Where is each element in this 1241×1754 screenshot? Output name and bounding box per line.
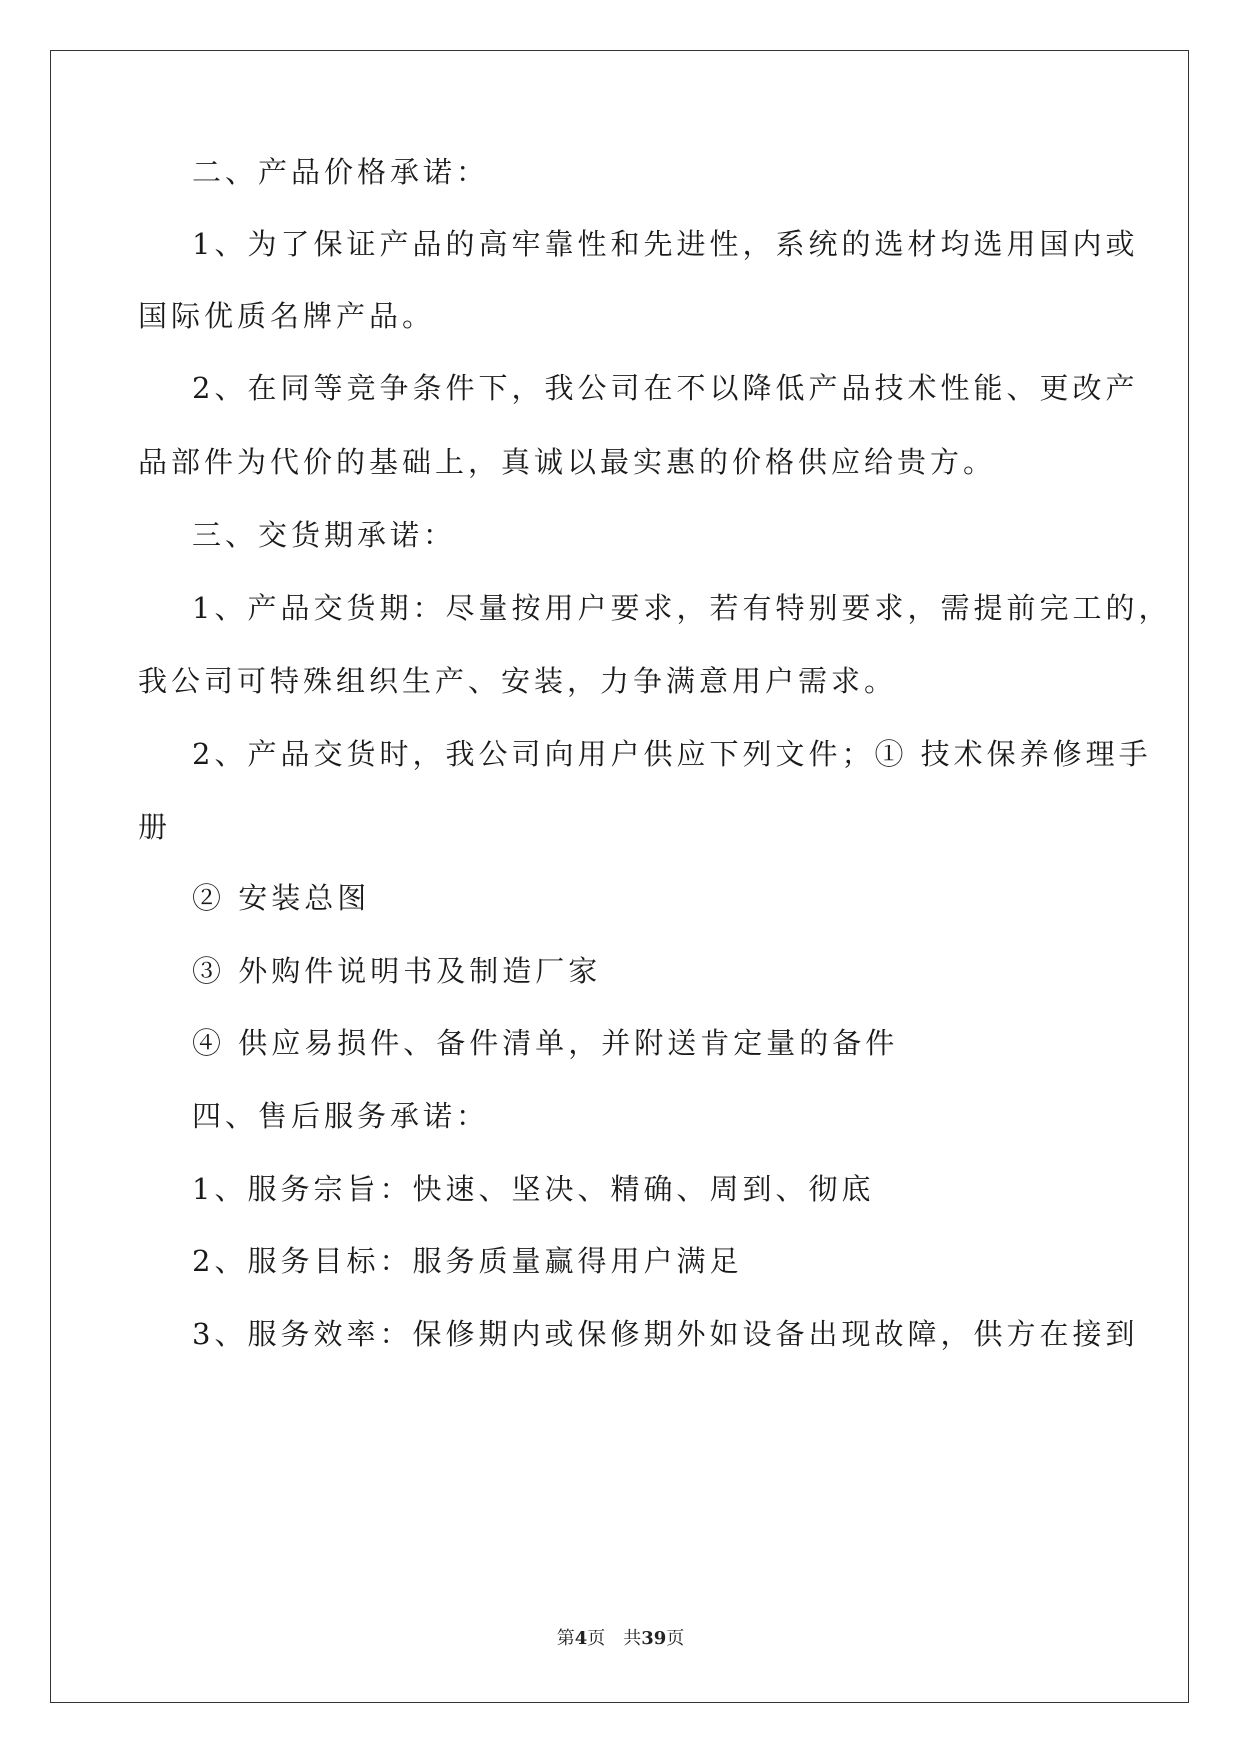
footer-total-unit: 页 <box>666 1628 685 1649</box>
list-item: ② 安装总图 <box>192 881 371 915</box>
footer-prefix: 第 <box>556 1628 575 1649</box>
paragraph-line: 3、服务效率：保修期内或保修期外如设备出现故障，供方在接到 <box>192 1317 1139 1351</box>
section-heading-delivery: 三、交货期承诺： <box>192 518 457 552</box>
paragraph-line: 国际优质名牌产品。 <box>138 299 436 333</box>
section-heading-service: 四、售后服务承诺： <box>192 1099 490 1133</box>
current-page-number: 4 <box>574 1628 588 1649</box>
section-heading-price: 二、产品价格承诺： <box>192 155 490 189</box>
paragraph-line: 册 <box>138 810 172 844</box>
paragraph-line: 1、产品交货期：尽量按用户要求，若有特别要求，需提前完工的， <box>192 591 1172 625</box>
paragraph-line: 2、服务目标：服务质量赢得用户满足 <box>192 1244 743 1278</box>
paragraph-line: 品部件为代价的基础上，真诚以最实惠的价格供应给贵方。 <box>138 445 997 479</box>
page-footer <box>0 1627 1241 1651</box>
footer-total-prefix: 共 <box>623 1628 642 1649</box>
list-item: ③ 外购件说明书及制造厂家 <box>192 954 602 988</box>
total-page-count: 39 <box>641 1628 667 1649</box>
paragraph-line: 2、产品交货时，我公司向用户供应下列文件；① 技术保养修理手 <box>192 737 1152 771</box>
footer-page-unit: 页 <box>587 1628 606 1649</box>
paragraph-line: 我公司可特殊组织生产、安装，力争满意用户需求。 <box>138 664 898 698</box>
paragraph-line: 1、为了保证产品的高牢靠性和先进性，系统的选材均选用国内或 <box>192 227 1139 261</box>
paragraph-line: 1、服务宗旨：快速、坚决、精确、周到、彻底 <box>192 1172 875 1206</box>
list-item: ④ 供应易损件、备件清单，并附送肯定量的备件 <box>192 1026 899 1060</box>
paragraph-line: 2、在同等竞争条件下，我公司在不以降低产品技术性能、更改产 <box>192 371 1139 405</box>
